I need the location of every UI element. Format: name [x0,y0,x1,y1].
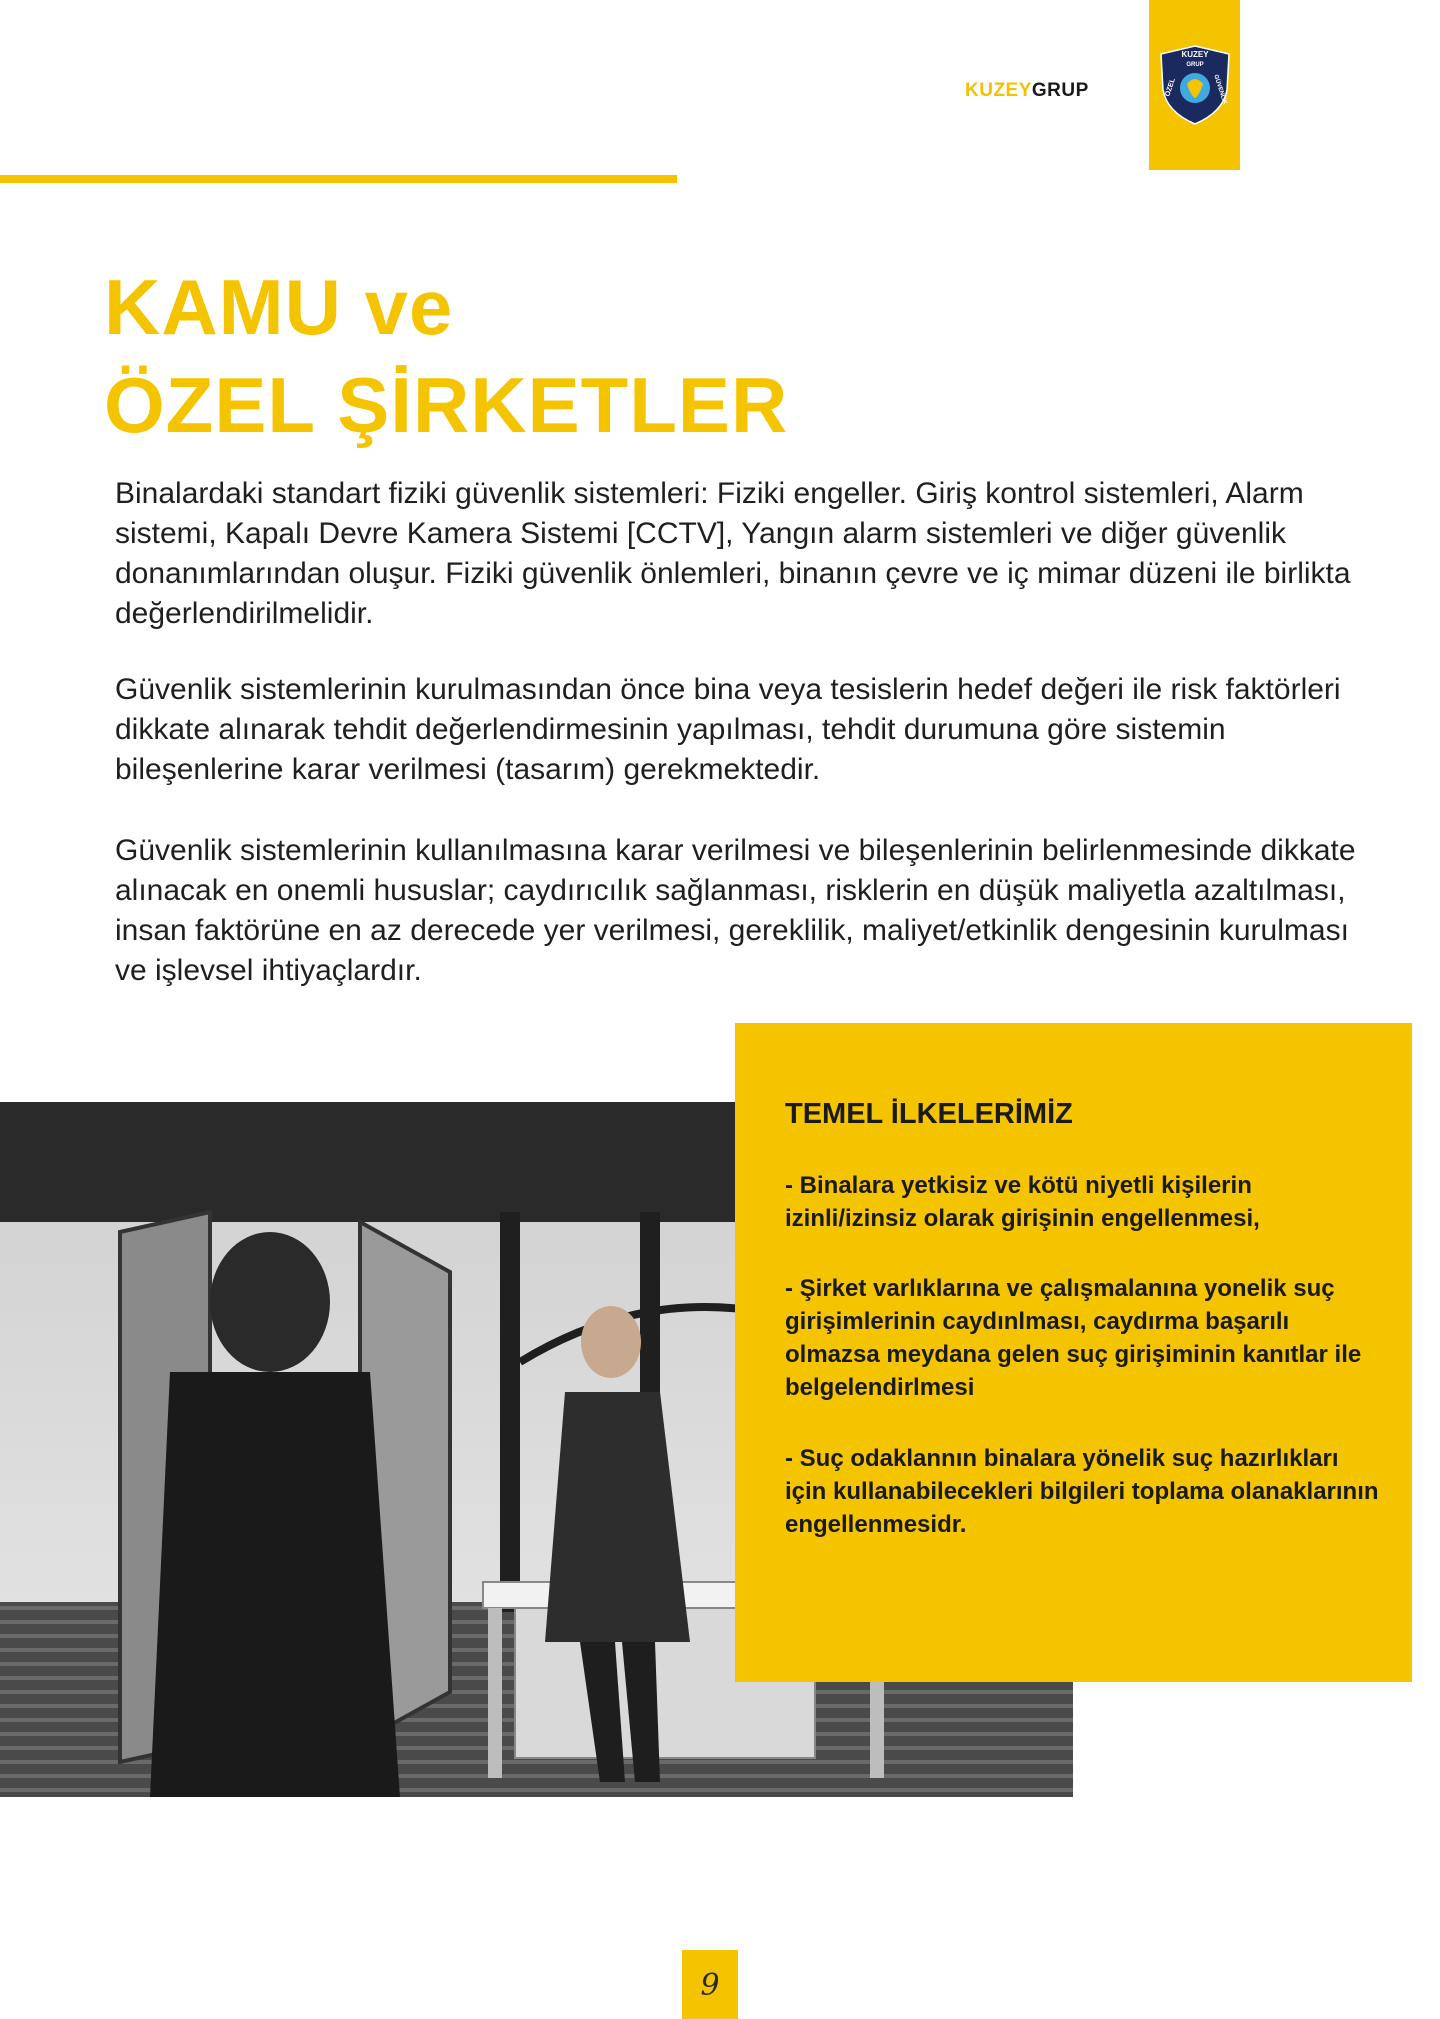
paragraph-physical-security: Binalardaki standart fiziki güvenlik sistemleri: Fiziki engeller. Giriş kontrol sistemleri, Alarm sistemi, Kapalı Devre Kamera Sistemi [CCTV], Yangın alarm sistemleri ve diğer güvenlik donanımlarından oluşur. Fiziki güvenlik önlemleri, binanın çevre ve iç mimar düzeni ile birlikta değerlendirilmelidir. [115,477,1351,630]
paragraph-key-considerations: Güvenlik sistemlerinin kullanılmasına karar verilmesi ve bileşenlerinin belirlenmesinde dikkate alınacak en onemli hususlar; caydırıcılık sağlanması, risklerin en düşük maliyetla azaltılması, insan faktörüne en az derecede yer verilmesi, gereklilik, maliyet/etkinlik dengesinin kurulması ve işlevsel ihtiyaçlardır. [115,834,1356,987]
logo-text-top: KUZEY [1181,50,1209,59]
principle-item: - Binalara yetkisiz ve kötü niyetli kişilerin izinli/izinsiz olarak girişinin engellenmesi, [785,1172,1260,1232]
logo-panel [1149,0,1240,170]
page-number-box [682,1950,738,2019]
principles-heading: TEMEL İLKELERİMİZ [785,1098,1073,1130]
principle-item: - Suç odaklannın binalara yönelik suç hazırlıkları için kullanabilecekleri bilgileri toplama olanaklarının engellenmesidr. [785,1445,1379,1538]
brand-part-kuzey: KUZEY [965,80,1032,101]
top-divider [0,175,677,183]
brand-part-grup: GRUP [1031,80,1089,101]
shield-logo-icon [1157,44,1233,126]
principles-panel [735,1023,1412,1682]
brand-wordmark [965,80,1089,102]
logo-text-right: GÜVENLİK [1212,74,1228,106]
title-line-1: KAMU ve [104,263,454,351]
page-number: 9 [700,1968,720,2003]
principle-item: - Şirket varlıklarına ve çalışmalanına yonelik suç girişimlerinin caydınlması, caydırma başarılı olmazsa meydana gelen suç girişiminin kanıtlar ile belgelendirlmesi [785,1275,1362,1401]
logo-text-left: ÖZEL [1164,77,1177,98]
logo-text-mid: GRUP [1186,62,1204,68]
page-title [104,258,788,454]
paragraph-threat-assessment: Güvenlik sistemlerinin kurulmasından önce bina veya tesislerin hedef değeri ile risk faktörleri dikkate alınarak tehdit değerlendirmesinin yapılması, tehdit durumuna göre sistemin bileşenlerine karar verilmesi (tasarım) gerekmektedir. [115,673,1341,786]
title-line-2: ÖZEL ŞİRKETLER [104,361,789,449]
